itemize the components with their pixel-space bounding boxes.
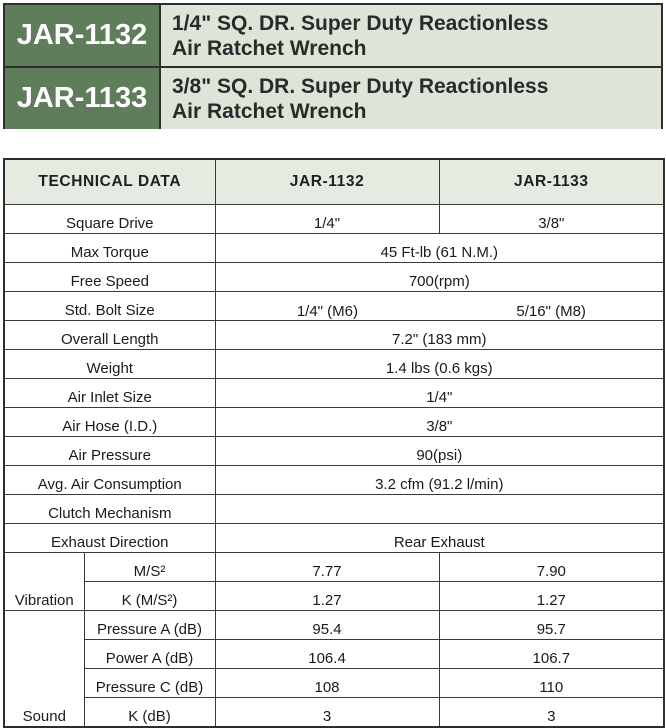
cell-value: 3	[215, 698, 439, 728]
cell-value: 90(psi)	[215, 437, 664, 466]
product-header	[3, 3, 663, 129]
table-header-row	[4, 159, 664, 205]
cell-value: 1/4"	[215, 205, 439, 234]
row-label: Overall Length	[4, 321, 215, 350]
table-row	[4, 379, 664, 408]
group-label-vibration: Vibration	[4, 553, 84, 611]
table-row	[4, 437, 664, 466]
table-row	[4, 292, 664, 321]
cell-value: 45 Ft-lb (61 N.M.)	[215, 234, 664, 263]
product-row-jar-1133	[5, 68, 661, 129]
cell-value: 7.90	[439, 553, 664, 582]
table-row	[4, 611, 664, 640]
cell-value: 7.77	[215, 553, 439, 582]
sub-label: M/S²	[84, 553, 215, 582]
row-label: Square Drive	[4, 205, 215, 234]
technical-data-table	[3, 158, 665, 728]
sub-label: K (dB)	[84, 698, 215, 728]
cell-value: 1.4 lbs (0.6 kgs)	[215, 350, 664, 379]
table-row	[4, 640, 664, 669]
cell-value: 95.7	[439, 611, 664, 640]
product-title	[161, 5, 661, 66]
sub-label: K (M/S²)	[84, 582, 215, 611]
table-row	[4, 495, 664, 524]
cell-value: 106.7	[439, 640, 664, 669]
table-row	[4, 321, 664, 350]
cell-value: 3/8"	[439, 205, 664, 234]
cell-value: 700(rpm)	[215, 263, 664, 292]
cell-value: 95.4	[215, 611, 439, 640]
cell-value: 108	[215, 669, 439, 698]
cell-value	[215, 495, 664, 524]
product-row-jar-1132	[5, 5, 661, 66]
row-label: Weight	[4, 350, 215, 379]
row-label: Avg. Air Consumption	[4, 466, 215, 495]
bolt-size-values	[216, 303, 664, 320]
cell-value: 110	[439, 669, 664, 698]
model-number-badge: JAR-1132	[5, 5, 161, 66]
table-row	[4, 524, 664, 553]
product-title-line: Air Ratchet Wrench	[172, 37, 367, 60]
product-title	[161, 68, 661, 129]
cell-value	[215, 292, 664, 321]
cell-value: 1/4"	[215, 379, 664, 408]
header-technical-data: TECHNICAL DATA	[4, 159, 215, 205]
model-number-badge: JAR-1133	[5, 68, 161, 129]
header-jar-1133: JAR-1133	[439, 159, 664, 205]
header-jar-1132: JAR-1132	[215, 159, 439, 205]
row-label: Air Pressure	[4, 437, 215, 466]
group-label-sound: Sound	[4, 611, 84, 728]
row-label: Clutch Mechanism	[4, 495, 215, 524]
sub-label: Power A (dB)	[84, 640, 215, 669]
product-title-line: Air Ratchet Wrench	[172, 100, 367, 123]
row-label: Exhaust Direction	[4, 524, 215, 553]
sub-label: Pressure C (dB)	[84, 669, 215, 698]
bolt-size-jar-1133: 5/16" (M8)	[516, 303, 586, 320]
cell-value: 3/8"	[215, 408, 664, 437]
table-row	[4, 408, 664, 437]
cell-value: 1.27	[439, 582, 664, 611]
table-row	[4, 466, 664, 495]
row-label: Free Speed	[4, 263, 215, 292]
table-row	[4, 263, 664, 292]
table-row	[4, 350, 664, 379]
product-title-line: 3/8" SQ. DR. Super Duty Reactionless	[172, 75, 549, 98]
row-label: Air Inlet Size	[4, 379, 215, 408]
cell-value: Rear Exhaust	[215, 524, 664, 553]
bolt-size-jar-1132: 1/4" (M6)	[296, 303, 358, 320]
table-row	[4, 553, 664, 582]
cell-value: 3	[439, 698, 664, 728]
cell-value: 7.2" (183 mm)	[215, 321, 664, 350]
row-label: Max Torque	[4, 234, 215, 263]
cell-value: 1.27	[215, 582, 439, 611]
row-label: Air Hose (I.D.)	[4, 408, 215, 437]
table-row	[4, 698, 664, 728]
cell-value: 106.4	[215, 640, 439, 669]
cell-value: 3.2 cfm (91.2 l/min)	[215, 466, 664, 495]
sub-label: Pressure A (dB)	[84, 611, 215, 640]
table-row	[4, 234, 664, 263]
product-title-line: 1/4" SQ. DR. Super Duty Reactionless	[172, 12, 549, 35]
table-row	[4, 582, 664, 611]
table-row	[4, 205, 664, 234]
row-label: Std. Bolt Size	[4, 292, 215, 321]
table-row	[4, 669, 664, 698]
